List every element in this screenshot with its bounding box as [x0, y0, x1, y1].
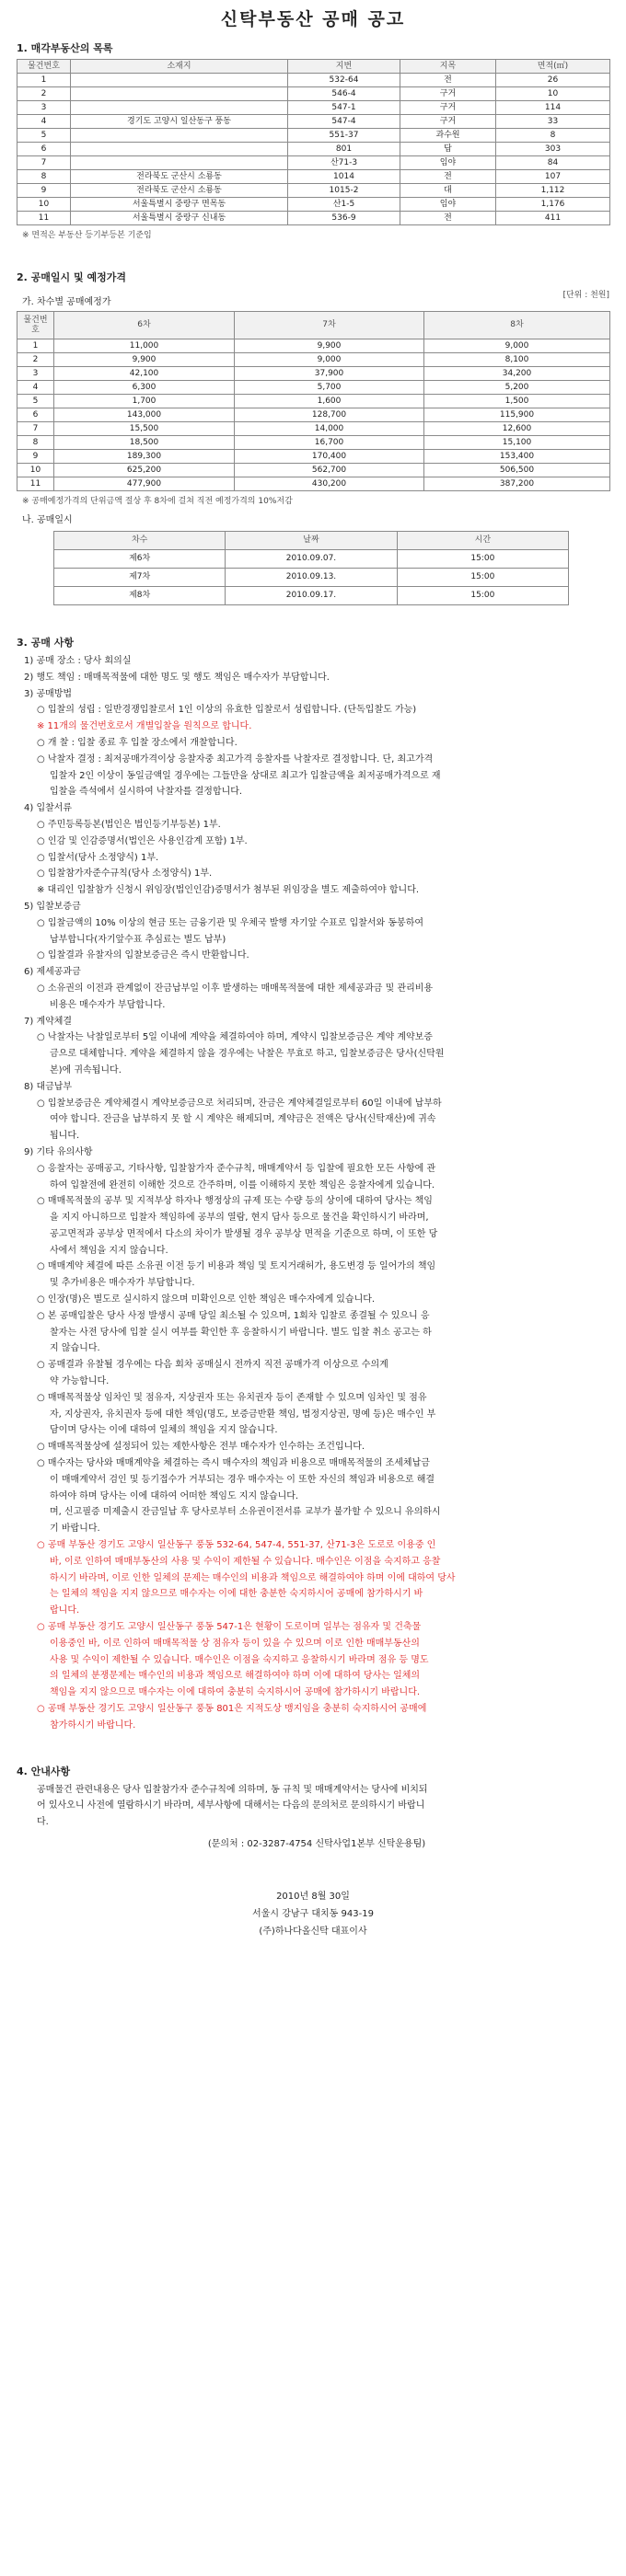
- terms-line: 2) 행도 책임 : 매매목적물에 대한 명도 및 행도 책임은 매수자가 부담합니다.: [24, 672, 330, 683]
- property-category-cell: 전: [400, 170, 496, 184]
- guidance-line: 공매물건 관련내용은 당사 입찰참가자 준수규칙에 의하며, 동 규칙 및 매매계약서는 당사에 비치되: [37, 1784, 428, 1795]
- terms-line: ○ 입찰참가자준수규칙(당사 소정양식) 1부.: [37, 868, 213, 880]
- price-round7-cell: 170,400: [235, 450, 424, 464]
- terms-line: 및 추가비용은 매수자가 부담합니다.: [50, 1278, 195, 1289]
- property-category-cell: 전: [400, 74, 496, 87]
- terms-line: ○ 소유권의 이전과 관계없이 잔금납부일 이후 발생하는 매매목적물에 대한 제세공과금 및 관리비용: [37, 983, 434, 994]
- terms-line: 찰자는 사전 당사에 입찰 실시 여부를 확인한 후 응찰하시기 바랍니다. 별도 입찰 취소 공고는 하: [50, 1327, 432, 1338]
- property-category-cell: 과수원: [400, 129, 496, 143]
- schedule-col-header-date: 날짜: [226, 532, 397, 550]
- terms-line: 이용중인 바, 이로 인하여 매매목적물 상 점유자 등이 있을 수 있으며 이로 인한 매매부동산의: [50, 1638, 420, 1649]
- price-row: [17, 367, 610, 381]
- property-area-cell: 1,176: [496, 198, 610, 212]
- terms-line: 지 않습니다.: [50, 1343, 100, 1354]
- price-round6-cell: 15,500: [54, 422, 235, 436]
- terms-line: 입찰을 즉석에서 실시하여 낙찰자를 결정합니다.: [50, 787, 243, 798]
- property-row: [17, 143, 610, 156]
- property-row: [17, 184, 610, 198]
- terms-line: 공고면적과 공부상 면적에서 다소의 차이가 발생될 경우 공부상 면적을 기준으로 하며, 이 또한 당: [50, 1228, 438, 1239]
- schedule-header-row: [54, 532, 569, 550]
- price-round8-cell: 1,500: [424, 395, 610, 408]
- schedule-col-header-round: 차수: [54, 532, 226, 550]
- price-row: [17, 408, 610, 422]
- terms-line: 담이며 당사는 이에 대하여 일체의 책임을 지지 않습니다.: [50, 1425, 278, 1436]
- terms-line: 입찰자 2인 이상이 동일금액일 경우에는 그들만을 상대로 최고가 입찰금액을 최저공매가격으로 재: [50, 770, 441, 781]
- property-row: [17, 170, 610, 184]
- price-round7-cell: 14,000: [235, 422, 424, 436]
- price-no-cell: 9: [17, 450, 54, 464]
- price-round7-cell: 37,900: [235, 367, 424, 381]
- section1-footnote: ※ 면적은 부동산 등기부등본 기준임: [22, 231, 152, 240]
- terms-line: 1) 공매 장소 : 당사 회의실: [24, 656, 132, 666]
- terms-line: ○ 매매목적물상 임차인 및 점유자, 지상권자 또는 유치권자 등이 존재할 수 있으며 임차인 및 점유: [37, 1392, 427, 1403]
- terms-line: ○ 매매계약 체결에 따른 소유권 이전 등기 비용과 책임 및 토지거래허가, 용도변경 등 일어가의 책임: [37, 1261, 436, 1272]
- price-round6-cell: 18,500: [54, 436, 235, 450]
- property-category-cell: 대: [400, 184, 496, 198]
- schedule-date-cell: 2010.09.13.: [226, 569, 397, 587]
- terms-line: ○ 인감 및 인감증명서(법인은 사용인감계 포함) 1부.: [37, 835, 248, 846]
- terms-line: 바, 이로 인하여 매매부동산의 사용 및 수익이 제한될 수 있습니다. 매수인은 이점을 숙지하고 응찰: [50, 1556, 441, 1567]
- price-round7-cell: 562,700: [235, 464, 424, 477]
- terms-line: 약 가능합니다.: [50, 1376, 110, 1387]
- col-header-no: 물건번호: [17, 60, 71, 74]
- property-category-cell: 구거: [400, 115, 496, 129]
- property-row: [17, 156, 610, 170]
- property-table-header-row: [17, 60, 610, 74]
- price-round6-cell: 625,200: [54, 464, 235, 477]
- terms-line: 하시기 바라며, 이로 인한 일체의 문제는 매수인의 비용과 책임으로 해결하여야 하며 이에 대하여 당사: [50, 1572, 456, 1583]
- property-lot-cell: 547-4: [288, 115, 400, 129]
- price-round6-cell: 6,300: [54, 381, 235, 395]
- terms-line: 금으로 대체합니다. 계약을 체결하지 않을 경우에는 낙찰은 무효로 하고, 입찰보증금은 당사(신탁원: [50, 1049, 445, 1060]
- terms-line: ○ 공매 부동산 경기도 고양시 일산동구 풍동 547-1은 현황이 도로이며 일부는 점유자 및 건축물: [37, 1622, 422, 1633]
- price-row: [17, 381, 610, 395]
- signature-date: 2010년 8월 30일: [276, 1891, 350, 1902]
- property-location-cell: [71, 129, 288, 143]
- price-round7-cell: 5,700: [235, 381, 424, 395]
- document-title: 신탁부동산 공매 공고: [220, 9, 406, 29]
- terms-line: 하여 입찰전에 완전히 이해한 것으로 간주하며, 이를 이해하지 못한 책임은 응찰자에게 있습니다.: [50, 1179, 435, 1190]
- property-area-cell: 114: [496, 101, 610, 115]
- price-row: [17, 339, 610, 353]
- property-lot-cell: 536-9: [288, 212, 400, 225]
- terms-line: ○ 입찰결과 유찰자의 입찰보증금은 즉시 반환합니다.: [37, 950, 249, 961]
- schedule-col-header-time: 시간: [397, 532, 568, 550]
- schedule-row: [54, 569, 569, 587]
- price-round8-cell: 15,100: [424, 436, 610, 450]
- guidance-line: 다.: [37, 1817, 49, 1828]
- price-no-cell: 6: [17, 408, 54, 422]
- price-row: [17, 464, 610, 477]
- terms-line: 8) 대금납부: [24, 1081, 73, 1092]
- property-area-cell: 411: [496, 212, 610, 225]
- property-no-cell: 3: [17, 101, 71, 115]
- terms-line: ○ 입찰금액의 10% 이상의 현금 또는 금융기관 및 우체국 발행 자기앞 수표로 입찰서와 동봉하여: [37, 917, 424, 928]
- price-row: [17, 395, 610, 408]
- price-table: [17, 311, 610, 491]
- property-location-cell: 서울특별시 중랑구 신내동: [71, 212, 288, 225]
- terms-line: 이 매매계약서 검인 및 등기접수가 거부되는 경우 매수자는 이 또한 자신의 책임과 비용으로 해결: [50, 1474, 435, 1485]
- price-no-cell: 5: [17, 395, 54, 408]
- terms-line: ○ 매매목적물상에 설정되어 있는 제한사항은 전부 매수자가 인수하는 조건입니다.: [37, 1442, 365, 1453]
- terms-line: 사용 및 수익이 제한될 수 있습니다. 매수인은 이점을 숙지하고 응찰하시기 바라며 점유 등 명도: [50, 1654, 429, 1665]
- section4-heading: 4. 안내사항: [17, 1765, 71, 1777]
- price-round8-cell: 8,100: [424, 353, 610, 367]
- terms-line: 하여야 하며 당사는 이에 대하여 어떠한 책임도 지지 않습니다.: [50, 1490, 299, 1501]
- price-round7-cell: 128,700: [235, 408, 424, 422]
- property-lot-cell: 546-4: [288, 87, 400, 101]
- price-col-header-r6: 6차: [54, 312, 235, 339]
- price-row: [17, 353, 610, 367]
- price-round6-cell: 11,000: [54, 339, 235, 353]
- price-round6-cell: 143,000: [54, 408, 235, 422]
- terms-line: ○ 공매 부동산 경기도 고양시 일산동구 풍동 532-64, 547-4, 551-37, 산71-3은 도로로 이용중 인: [37, 1540, 436, 1551]
- property-row: [17, 74, 610, 87]
- schedule-row: [54, 587, 569, 605]
- terms-line: 여야 합니다. 잔금을 납부하지 못 할 시 계약은 해제되며, 계약금은 전액은 당사(신탁재산)에 귀속: [50, 1114, 436, 1125]
- terms-line: 비용은 매수자가 부담합니다.: [50, 999, 166, 1010]
- price-table-header-row: [17, 312, 610, 339]
- col-header-category: 지목: [400, 60, 496, 74]
- property-row: [17, 87, 610, 101]
- terms-line: ○ 공매 부동산 경기도 고양시 일산동구 풍동 801은 지적도상 맹지임을 충분히 숙지하시어 공매에: [37, 1704, 427, 1714]
- property-row: [17, 198, 610, 212]
- property-area-cell: 33: [496, 115, 610, 129]
- signature-company: (주)하나다올신탁 대표이사: [259, 1926, 367, 1937]
- schedule-time-cell: 15:00: [397, 587, 568, 605]
- terms-line: 납부합니다(자기앞수표 추심료는 별도 납부): [50, 934, 226, 945]
- property-no-cell: 10: [17, 198, 71, 212]
- guidance-text: [24, 1782, 609, 1853]
- price-round6-cell: 189,300: [54, 450, 235, 464]
- property-lot-cell: 1015-2: [288, 184, 400, 198]
- price-round6-cell: 42,100: [54, 367, 235, 381]
- terms-line: ○ 낙찰자는 낙찰일로부터 5일 이내에 계약을 체결하여야 하며, 계약시 입찰보증금은 계약 계약보증: [37, 1032, 433, 1043]
- terms-line: ※ 대리인 입찰참가 신청시 위임장(법인인감)증명서가 첨부된 위임장을 별도 제출하여야 합니다.: [37, 885, 420, 896]
- property-location-cell: [71, 143, 288, 156]
- price-row: [17, 450, 610, 464]
- schedule-time-cell: 15:00: [397, 569, 568, 587]
- price-no-cell: 8: [17, 436, 54, 450]
- price-round8-cell: 9,000: [424, 339, 610, 353]
- auction-terms: [24, 653, 609, 1734]
- property-row: [17, 115, 610, 129]
- terms-line: 본)에 귀속됩니다.: [50, 1064, 122, 1075]
- unit-label: [단위 : 천원]: [562, 291, 609, 300]
- price-no-cell: 10: [17, 464, 54, 477]
- terms-line: ○ 본 공매입찰은 당사 사정 발생시 공매 당일 최소될 수 있으며, 1회차 입찰로 종결될 수 있으니 응: [37, 1310, 430, 1321]
- terms-line: 책임을 지지 않으므로 매수자는 이에 대하여 충분히 숙지하시어 공매에 참가하시기 바랍니다.: [50, 1687, 421, 1698]
- schedule-table: [53, 531, 569, 605]
- terms-line: 됩니다.: [50, 1131, 80, 1142]
- price-col-header-no: 물건번호: [17, 312, 54, 339]
- property-no-cell: 6: [17, 143, 71, 156]
- price-round8-cell: 115,900: [424, 408, 610, 422]
- price-round8-cell: 506,500: [424, 464, 610, 477]
- terms-line: ○ 입찰의 성립 : 일반경쟁입찰로서 1인 이상의 유효한 입찰로서 성립합니다. (단독입찰도 가능): [37, 705, 417, 716]
- terms-line: 7) 계약체결: [24, 1016, 73, 1027]
- property-no-cell: 5: [17, 129, 71, 143]
- terms-line: ○ 공매결과 유찰될 경우에는 다음 회차 공매실시 전까지 직전 공매가격 이상으로 수의계: [37, 1360, 388, 1371]
- schedule-row: [54, 550, 569, 569]
- price-round7-cell: 9,900: [235, 339, 424, 353]
- property-area-cell: 107: [496, 170, 610, 184]
- price-round6-cell: 9,900: [54, 353, 235, 367]
- property-lot-cell: 801: [288, 143, 400, 156]
- schedule-subheading: 나. 공매일시: [22, 515, 73, 525]
- schedule-time-cell: 15:00: [397, 550, 568, 569]
- property-lot-cell: 551-37: [288, 129, 400, 143]
- property-no-cell: 8: [17, 170, 71, 184]
- property-category-cell: 구거: [400, 101, 496, 115]
- property-category-cell: 임야: [400, 198, 496, 212]
- property-list-table: [17, 59, 610, 225]
- price-col-header-r8: 8차: [424, 312, 610, 339]
- terms-line: 기 바랍니다.: [50, 1524, 100, 1535]
- terms-line: ○ 주민등록등본(법인은 법인등기부등본) 1부.: [37, 819, 221, 830]
- property-lot-cell: 1014: [288, 170, 400, 184]
- property-lot-cell: 산1-5: [288, 198, 400, 212]
- price-round8-cell: 12,600: [424, 422, 610, 436]
- property-no-cell: 2: [17, 87, 71, 101]
- section2-footnote: ※ 공매예정가격의 단위금액 절상 후 8차에 걸쳐 직전 예정가격의 10%저감: [22, 497, 293, 506]
- terms-line: ○ 낙찰자 결정 : 최저공매가격이상 응찰자중 최고가격 응찰자를 낙찰자로 결정합니다. 단, 최고가격: [37, 753, 434, 765]
- property-location-cell: [71, 101, 288, 115]
- property-no-cell: 1: [17, 74, 71, 87]
- property-location-cell: 서울특별시 중랑구 면목동: [71, 198, 288, 212]
- price-subheading: 가. 차수별 공매예정가: [22, 297, 111, 307]
- property-no-cell: 11: [17, 212, 71, 225]
- terms-line: 6) 제세공과금: [24, 967, 81, 978]
- price-round8-cell: 153,400: [424, 450, 610, 464]
- property-area-cell: 8: [496, 129, 610, 143]
- terms-line: ○ 응찰자는 공매공고, 기타사항, 입찰참가자 준수규칙, 매매계약서 등 입찰에 필요한 모든 사항에 관: [37, 1163, 436, 1174]
- section1-heading: 1. 매각부동산의 목록: [17, 42, 113, 54]
- terms-line: 의 일체의 분쟁문제는 매수인의 비용과 책임으로 해결하여야 하며 이에 대하여 당사는 일체의: [50, 1671, 421, 1682]
- property-lot-cell: 547-1: [288, 101, 400, 115]
- terms-line: ○ 입찰서(당사 소정양식) 1부.: [37, 852, 159, 863]
- terms-line: ○ 매매목적물의 공부 및 지적부상 하자나 행정상의 규제 또는 수량 등의 상이에 대하여 당사는 책임: [37, 1196, 433, 1207]
- col-header-area: 면적(㎡): [496, 60, 610, 74]
- terms-line: 을 지지 아니하므로 입찰자 책임하에 공부의 열람, 현지 답사 등으로 물건을 확인하시기 바라며,: [50, 1213, 429, 1224]
- property-area-cell: 10: [496, 87, 610, 101]
- terms-line: 자, 지상권자, 유치권자 등에 대한 책임(명도, 보증금반환 책임, 법정지상권, 명예 등)은 매수인 부: [50, 1409, 436, 1420]
- terms-line: 4) 입찰서류: [24, 803, 73, 814]
- property-location-cell: 전라북도 군산시 소룡동: [71, 184, 288, 198]
- property-lot-cell: 산71-3: [288, 156, 400, 170]
- price-round7-cell: 16,700: [235, 436, 424, 450]
- signature-block: [17, 1888, 609, 1940]
- property-lot-cell: 532-64: [288, 74, 400, 87]
- guidance-line: 어 있사오니 사전에 열람하시기 바라며, 세부사항에 대해서는 다음의 문의처로 문의하시기 바랍니: [37, 1800, 425, 1811]
- property-location-cell: [71, 156, 288, 170]
- section2-heading: 2. 공매일시 및 예정가격: [17, 271, 126, 283]
- property-category-cell: 임야: [400, 156, 496, 170]
- price-no-cell: 7: [17, 422, 54, 436]
- price-row: [17, 477, 610, 491]
- price-col-header-r7: 7차: [235, 312, 424, 339]
- property-row: [17, 101, 610, 115]
- terms-line: 3) 공매방법: [24, 688, 73, 699]
- price-round6-cell: 477,900: [54, 477, 235, 491]
- property-location-cell: 경기도 고양시 일산동구 풍동: [71, 115, 288, 129]
- terms-line: 5) 입찰보증금: [24, 901, 81, 912]
- price-round6-cell: 1,700: [54, 395, 235, 408]
- terms-line: ○ 인장(명)은 별도로 실시하지 않으며 미확인으로 인한 책임은 매수자에게 있습니다.: [37, 1294, 376, 1305]
- price-round7-cell: 1,600: [235, 395, 424, 408]
- price-no-cell: 2: [17, 353, 54, 367]
- property-location-cell: [71, 74, 288, 87]
- property-category-cell: 전: [400, 212, 496, 225]
- price-no-cell: 4: [17, 381, 54, 395]
- terms-line: 9) 기타 유의사항: [24, 1146, 93, 1157]
- price-no-cell: 11: [17, 477, 54, 491]
- price-round7-cell: 430,200: [235, 477, 424, 491]
- price-no-cell: 1: [17, 339, 54, 353]
- terms-line: 참가하시기 바랍니다.: [50, 1719, 136, 1731]
- property-row: [17, 129, 610, 143]
- price-round8-cell: 5,200: [424, 381, 610, 395]
- price-no-cell: 3: [17, 367, 54, 381]
- terms-line: ※ 11개의 물건번호로서 개별입찰을 원칙으로 합니다.: [37, 721, 252, 732]
- schedule-date-cell: 2010.09.07.: [226, 550, 397, 569]
- property-no-cell: 4: [17, 115, 71, 129]
- schedule-round-cell: 제6차: [54, 550, 226, 569]
- schedule-round-cell: 제8차: [54, 587, 226, 605]
- price-round8-cell: 387,200: [424, 477, 610, 491]
- property-area-cell: 26: [496, 74, 610, 87]
- col-header-lot: 지번: [288, 60, 400, 74]
- property-location-cell: 전라북도 군산시 소룡동: [71, 170, 288, 184]
- price-round8-cell: 34,200: [424, 367, 610, 381]
- terms-line: ○ 개 찰 : 입찰 종료 후 입찰 장소에서 개찰합니다.: [37, 737, 238, 748]
- price-row: [17, 422, 610, 436]
- section3-heading: 3. 공매 사항: [17, 637, 74, 649]
- property-area-cell: 84: [496, 156, 610, 170]
- terms-line: 사에서 책임을 지지 않습니다.: [50, 1245, 168, 1256]
- terms-line: ○ 매수자는 당사와 매매계약을 체결하는 즉시 매수자의 책임과 비용으로 매매목적물의 조세체납금: [37, 1458, 430, 1469]
- property-area-cell: 303: [496, 143, 610, 156]
- property-category-cell: 구거: [400, 87, 496, 101]
- price-row: [17, 436, 610, 450]
- schedule-round-cell: 제7차: [54, 569, 226, 587]
- contact-info: (문의처 : 02-3287-4754 신탁사업1본부 신탁운용팀): [207, 1838, 426, 1849]
- property-no-cell: 7: [17, 156, 71, 170]
- price-round7-cell: 9,000: [235, 353, 424, 367]
- property-location-cell: [71, 87, 288, 101]
- terms-line: ○ 입찰보증금은 계약체결시 계약보증금으로 처리되며, 잔금은 계약체결일로부터 60일 이내에 납부하: [37, 1098, 442, 1109]
- property-row: [17, 212, 610, 225]
- property-area-cell: 1,112: [496, 184, 610, 198]
- terms-line: 며, 신고필증 미제출시 잔금일납 후 당사로부터 소유권이전서류 교부가 불가할 수 있으니 유의하시: [50, 1507, 441, 1518]
- property-no-cell: 9: [17, 184, 71, 198]
- terms-line: 는 일체의 책임을 지지 않으므로 매수자는 이에 대한 충분한 숙지하시어 공매에 참가하시기 바: [50, 1589, 423, 1600]
- terms-line: 랍니다.: [50, 1605, 80, 1616]
- col-header-location: 소재지: [71, 60, 288, 74]
- schedule-date-cell: 2010.09.17.: [226, 587, 397, 605]
- property-category-cell: 답: [400, 143, 496, 156]
- signature-address: 서울시 강남구 대치동 943-19: [252, 1908, 374, 1919]
